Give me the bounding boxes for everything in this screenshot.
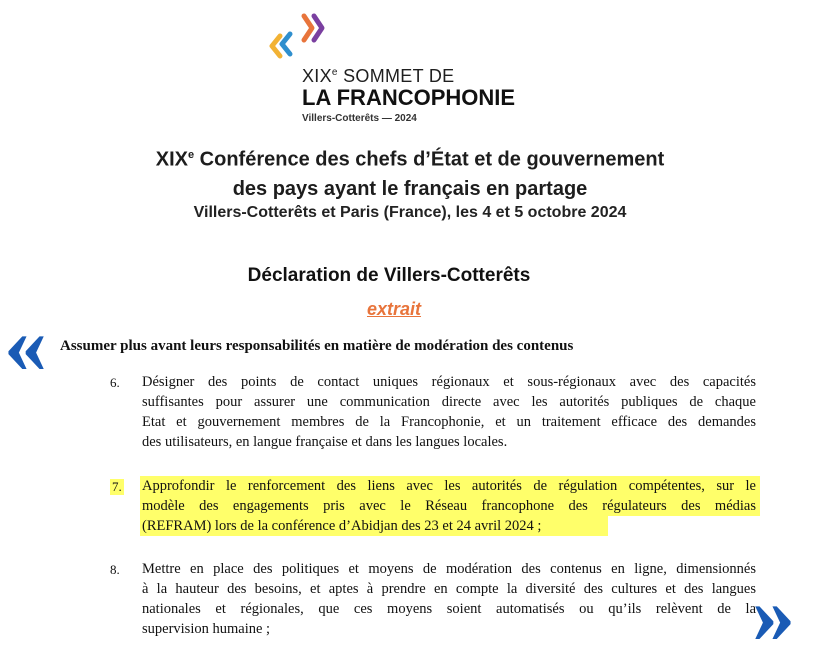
item-line: supervision humaine ; bbox=[142, 621, 271, 637]
conference-title bbox=[0, 141, 820, 204]
item-line: nationales et régionales, que ces moyens soient automatisés ou qu’ils relèvent de la bbox=[142, 601, 756, 617]
item-line: Mettre en place des politiques et moyens de modération des contenus en ligne, dimensionnés bbox=[142, 561, 756, 577]
conference-title-line1: XIXe Conférence des chefs d’État et de gouvernement bbox=[155, 148, 665, 171]
item-line: (REFRAM) lors de la conférence d’Abidjan des 23 et 24 avril 2024 ; bbox=[142, 518, 542, 534]
extrait-label: extrait bbox=[366, 299, 422, 319]
conference-subtitle: Villers-Cotterêts et Paris (France), les 4 et 5 octobre 2024 bbox=[193, 204, 627, 221]
declaration-title: Déclaration de Villers-Cotterêts bbox=[247, 265, 531, 286]
sommet-logo bbox=[266, 10, 536, 124]
close-quote-icon: » bbox=[752, 565, 795, 661]
section-heading: Assumer plus avant leurs responsabilités en matière de modération des contenus bbox=[60, 338, 574, 354]
item-line: à la hauteur des besoins, et aptes à prendre en compte la diversité des cultures et des langues bbox=[142, 581, 756, 597]
item-line: Etat et gouvernement membres de la Francophonie, et un traitement efficace des demandes bbox=[142, 414, 756, 430]
chevrons-logo-icon bbox=[266, 10, 346, 70]
open-quote-icon: « bbox=[4, 295, 47, 391]
item-line: des utilisateurs, en langue française et dans les langues locales. bbox=[142, 434, 508, 450]
item-line: suffisantes pour assurer une communication directe avec les autorités publiques de chaque bbox=[142, 394, 756, 410]
item-number: 8. bbox=[110, 562, 120, 577]
item-number: 6. bbox=[110, 375, 120, 390]
logo-location-year: Villers-Cotterêts — 2024 bbox=[302, 113, 417, 124]
item-number: 7. bbox=[112, 479, 122, 494]
item-line: Approfondir le renforcement des liens avec les autorités de régulation compétentes, sur le bbox=[142, 478, 756, 494]
logo-sommet-text: XIXe SOMMET DE bbox=[302, 66, 455, 86]
conference-title-line2: des pays ayant le français en partage bbox=[232, 177, 588, 200]
item-line: modèle des engagements pris avec le Réseau francophone des régulateurs des médias bbox=[142, 498, 756, 514]
item-line: Désigner des points de contact uniques régionaux et sous-régionaux avec des capacités bbox=[142, 374, 756, 390]
logo-francophonie-text: LA FRANCOPHONIE bbox=[302, 85, 516, 110]
